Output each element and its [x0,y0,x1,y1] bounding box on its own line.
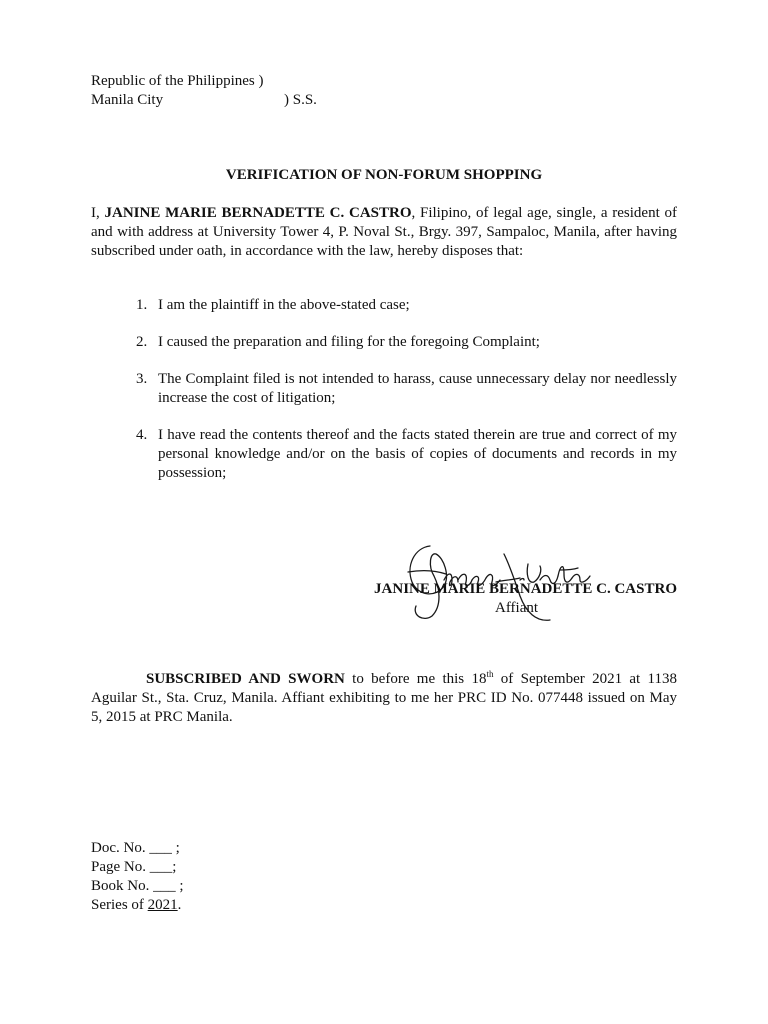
affiant-label: Affiant [495,600,539,616]
item-text: I am the plaintiff in the above-stated case; [158,297,410,313]
venue-line-2 [91,91,317,110]
series-suffix: . [177,897,182,913]
page-number: Page No. ___; [91,859,177,875]
item-text: The Complaint filed is not intended to harass, cause unnecessary delay nor needlessly increase the cost of litigation; [158,371,677,406]
doc-number: Doc. No. ___ ; [91,840,180,856]
item-number: 2. [136,334,148,350]
jurat-ordinal: th [486,669,494,679]
venue-line-1: Republic of the Philippines ) [91,73,264,89]
item-text: I have read the contents thereof and the facts stated therein are true and correct of my personal knowledge and/or on the basis of copies of documents and records in my possession; [158,427,677,481]
intro-name: JANINE MARIE BERNADETTE C. CASTRO [104,205,412,221]
series-year: 2021 [147,897,178,913]
series-line [91,896,184,915]
notarial-register [91,839,184,915]
book-number: Book No. ___ ; [91,878,184,894]
list-item [91,333,677,352]
intro-prefix: I, [91,205,105,221]
jurat-part2: of September 2021 at 1138 Aguilar St., Sta. Cruz, Manila. Affiant exhibiting to me her PRC ID No. 077448 issued on May 5, 2015 at PRC Manila. [91,671,677,725]
intro-rest: , Filipino, of legal age, single, a resident of and with address at University Tower 4, P. Noval St., Brgy. 397, Sampaloc, Manila, after having subscribed under oath, in accordance with the law, hereby disposes that: [91,205,677,259]
item-number: 3. [136,371,148,387]
intro-paragraph [91,204,677,261]
list-item [91,296,677,315]
venue-city: Manila City [91,92,164,108]
series-prefix: Series of [91,897,148,913]
item-number: 1. [136,297,148,313]
list-item [91,370,677,408]
signature-block [300,530,700,630]
jurat-bold: SUBSCRIBED AND SWORN [146,671,345,687]
list-item [91,426,677,483]
document-title: VERIFICATION OF NON-FORUM SHOPPING [225,167,543,183]
jurat-paragraph [91,670,677,727]
venue-ss: ) S.S. [284,92,317,108]
item-text: I caused the preparation and filing for the foregoing Complaint; [158,334,540,350]
affiant-name: JANINE MARIE BERNADETTE C. CASTRO [374,581,677,597]
item-number: 4. [136,427,148,443]
jurat-part1: to before me this 18 [344,671,487,687]
disposition-list [91,296,677,501]
